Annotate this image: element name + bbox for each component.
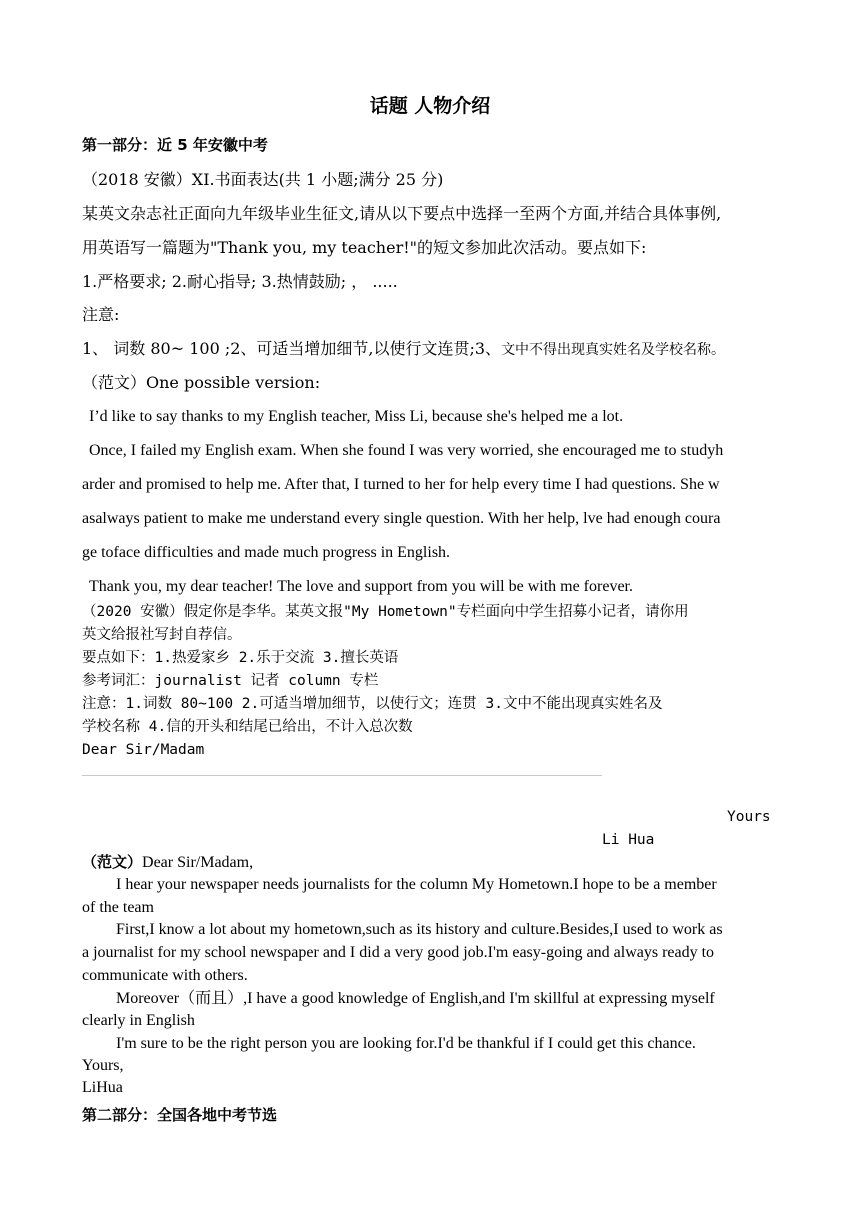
q2020-notice-line1: 注意：1.词数 80~100 2.可适当增加细节，以使行文；连贯 3.文中不能出现真实姓名及	[82, 696, 663, 712]
q2018-prompt-line2: 用英语写一篇题为"Thank you, my teacher!"的短文参加此次活动。要点如下:	[82, 238, 647, 257]
q2018-source: （2018 安徽）XI.书面表达(共 1 小题;满分 25 分)	[82, 170, 444, 189]
q2018-sample-paragraph2-line3: asalways patient to make me understand every single question. With her help, lve had enough coura	[82, 510, 721, 527]
q2018-prompt-line1: 某英文杂志社正面向九年级毕业生征文,请从以下要点中选择一至两个方面,并结合具体事例,	[82, 204, 722, 223]
part1-heading: 第一部分：近 5 年安徽中考	[82, 136, 268, 154]
q2018-notice-label: 注意:	[82, 305, 120, 324]
q2018-notice-part-b: 文中不得出现真实姓名及学校名称。	[501, 342, 726, 358]
q2020-vocab: 参考词汇：journalist 记者 column 专栏	[82, 673, 379, 689]
q2020-sample-p1-line1: I hear your newspaper needs journalists for the column My Hometown.I hope to be a member	[116, 876, 717, 893]
q2020-sample-name: LiHua	[82, 1079, 123, 1096]
q2018-sample-paragraph3: Thank you, my dear teacher! The love and support from you will be with me forever.	[89, 578, 633, 595]
q2018-sample-paragraph2-line4: ge toface difficulties and made much progress in English.	[82, 544, 451, 561]
q2020-sample-greeting	[82, 852, 253, 873]
q2018-sample-paragraph2-line2: arder and promised to help me. After that, I turned to her for help every time I had questions. She w	[82, 476, 720, 493]
q2018-sample-label: （范文）One possible version:	[82, 373, 321, 392]
q2020-sample-label: （范文）	[82, 853, 143, 871]
q2020-prompt-line2: 英文给报社写封自荐信。	[82, 627, 242, 643]
q2020-prompt-line1: （2020 安徽）假定你是李华。某英文报"My Hometown"专栏面向中学生招募小记者，请你用	[82, 604, 689, 620]
q2020-sample-p2-line1: First,I know a lot about my hometown,such as its history and culture.Besides,I used to work as	[116, 921, 723, 938]
writing-line-divider	[82, 775, 602, 776]
page-title: 话题 人物介绍	[369, 95, 491, 117]
letter-salutation: Dear Sir/Madam	[82, 742, 205, 758]
q2020-sample-yours: Yours,	[82, 1057, 124, 1074]
part2-heading: 第二部分：全国各地中考节选	[82, 1106, 278, 1124]
q2018-sample-paragraph1: I’d like to say thanks to my English teacher, Miss Li, because she's helped me a lot.	[89, 408, 624, 425]
q2020-points: 要点如下：1.热爱家乡 2.乐于交流 3.擅长英语	[82, 650, 399, 666]
q2020-sample-p3-line2: clearly in English	[82, 1012, 195, 1029]
q2020-sample-p2-line3: communicate with others.	[82, 967, 248, 984]
q2018-notice-part-a: 1、 词数 80~ 100 ;2、可适当增加细节,以使行文连贯;3、	[82, 339, 502, 358]
letter-closing-name: Li Hua	[602, 832, 655, 848]
q2018-sample-paragraph2-line1: Once, I failed my English exam. When she found I was very worried, she encouraged me to studyh	[89, 442, 724, 459]
q2018-notice	[82, 339, 725, 360]
q2020-notice-line2: 学校名称 4.信的开头和结尾已给出，不计入总次数	[82, 719, 413, 735]
q2020-sample-p1-line2: of the team	[82, 899, 154, 916]
q2020-sample-salutation: Dear Sir/Madam,	[142, 854, 254, 871]
letter-closing-yours: Yours	[727, 809, 771, 825]
q2018-points: 1.严格要求; 2.耐心指导; 3.热情鼓励; ， .....	[82, 272, 398, 291]
q2020-sample-p2-line2: a journalist for my school newspaper and I did a very good job.I'm easy-going and always ready to	[82, 944, 715, 961]
q2020-sample-p3-line1: Moreover（而且）,I have a good knowledge of English,and I'm skillful at expressing myself	[116, 990, 715, 1007]
q2020-sample-p4: I'm sure to be the right person you are looking for.I'd be thankful if I could get this chance.	[116, 1035, 696, 1052]
